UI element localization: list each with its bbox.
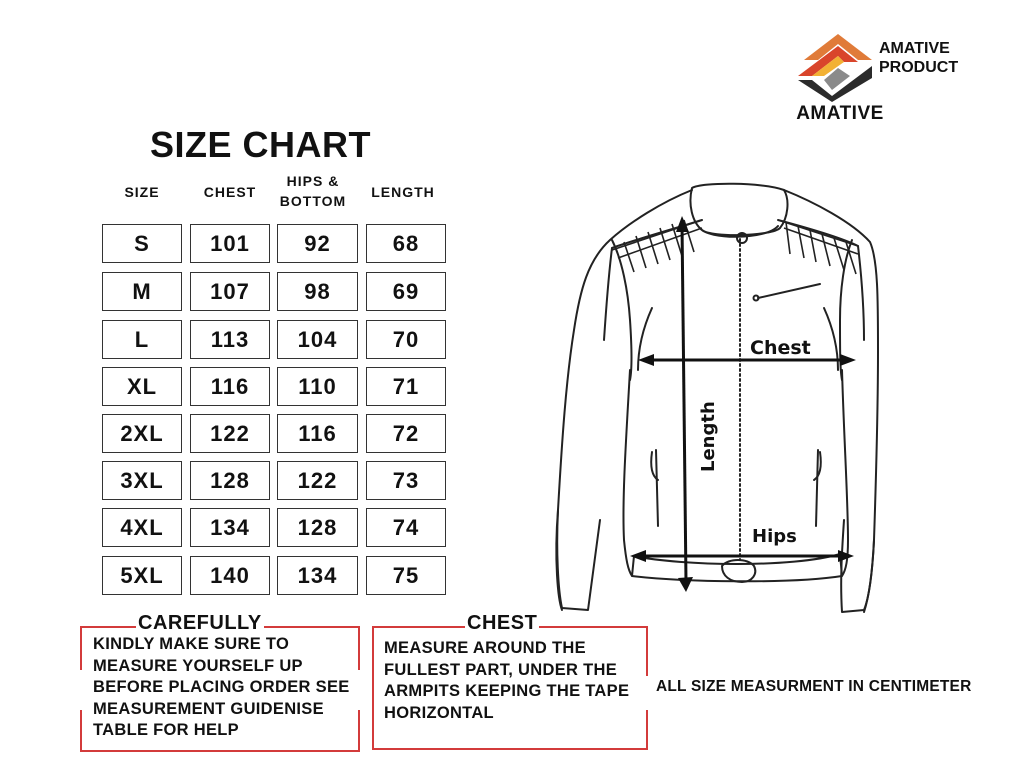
size-table-cell-chest: 113 bbox=[190, 320, 270, 359]
size-table-cell-size: M bbox=[102, 272, 182, 311]
chest-note-right-edge bbox=[646, 626, 648, 676]
size-table-cell-size: 5XL bbox=[102, 556, 182, 595]
size-table-cell-size: XL bbox=[102, 367, 182, 406]
size-table-cell-chest: 107 bbox=[190, 272, 270, 311]
chest-note-right-edge-lower bbox=[646, 710, 648, 750]
size-table-cell-chest: 128 bbox=[190, 461, 270, 500]
column-header-hips-bottom: HIPS & BOTTOM bbox=[279, 173, 347, 209]
chest-note-left-edge bbox=[372, 626, 374, 750]
size-table-cell-size: L bbox=[102, 320, 182, 359]
size-table-cell-chest: 140 bbox=[190, 556, 270, 595]
size-table-cell-length: 72 bbox=[366, 414, 446, 453]
column-header-size: SIZE bbox=[124, 184, 160, 200]
carefully-note-text: KINDLY MAKE SURE TO MEASURE YOURSELF UP BEFORE PLACING ORDER SEE MEASUREMENT GUIDENISE TABLE FOR HELP bbox=[93, 635, 350, 739]
carefully-note-right-edge bbox=[358, 626, 360, 670]
size-table-cell-length: 68 bbox=[366, 224, 446, 263]
size-table-cell-size: S bbox=[102, 224, 182, 263]
size-table-cell-hips: 104 bbox=[277, 320, 358, 359]
size-table-cell-size: 3XL bbox=[102, 461, 182, 500]
carefully-note-title: CAREFULLY bbox=[138, 612, 262, 634]
size-table-cell-hips: 98 bbox=[277, 272, 358, 311]
size-table-cell-chest: 122 bbox=[190, 414, 270, 453]
chest-measure-label: Chest bbox=[750, 337, 811, 359]
size-table-cell-hips: 122 bbox=[277, 461, 358, 500]
column-header-length: LENGTH bbox=[371, 184, 435, 200]
chest-note-text: MEASURE AROUND THE FULLEST PART, UNDER THE ARMPITS KEEPING THE TAPE HORIZONTAL bbox=[384, 639, 630, 722]
carefully-note-left-edge-lower bbox=[80, 710, 82, 752]
size-table-cell-hips: 110 bbox=[277, 367, 358, 406]
size-table-cell-chest: 134 bbox=[190, 508, 270, 547]
brand-tagline bbox=[879, 39, 958, 77]
size-table-cell-chest: 101 bbox=[190, 224, 270, 263]
brand-tagline-line1: AMATIVE bbox=[879, 40, 950, 57]
carefully-note-right-edge-lower bbox=[358, 710, 360, 752]
brand-tagline-line2: PRODUCT bbox=[879, 59, 959, 76]
carefully-note-left-edge bbox=[80, 626, 82, 670]
length-measure-label: Length bbox=[698, 401, 719, 472]
size-table-cell-hips: 92 bbox=[277, 224, 358, 263]
size-table-cell-hips: 134 bbox=[277, 556, 358, 595]
size-table-cell-size: 2XL bbox=[102, 414, 182, 453]
size-table-cell-hips: 116 bbox=[277, 414, 358, 453]
unit-note: ALL SIZE MEASURMENT IN CENTIMETER bbox=[656, 678, 972, 695]
size-table-cell-length: 69 bbox=[366, 272, 446, 311]
size-table-cell-length: 74 bbox=[366, 508, 446, 547]
jacket-measurement-diagram bbox=[552, 180, 882, 620]
size-table-cell-length: 75 bbox=[366, 556, 446, 595]
column-header-chest: CHEST bbox=[203, 184, 257, 200]
size-table-cell-hips: 128 bbox=[277, 508, 358, 547]
hips-measure-label: Hips bbox=[752, 526, 797, 547]
page-title: SIZE CHART bbox=[150, 124, 371, 165]
brand-logo-icon bbox=[794, 30, 876, 102]
brand-name: AMATIVE bbox=[796, 103, 884, 124]
chest-note-title: CHEST bbox=[467, 612, 538, 634]
size-table-cell-chest: 116 bbox=[190, 367, 270, 406]
size-table-cell-length: 73 bbox=[366, 461, 446, 500]
size-table-cell-length: 70 bbox=[366, 320, 446, 359]
size-table-cell-size: 4XL bbox=[102, 508, 182, 547]
size-table-cell-length: 71 bbox=[366, 367, 446, 406]
